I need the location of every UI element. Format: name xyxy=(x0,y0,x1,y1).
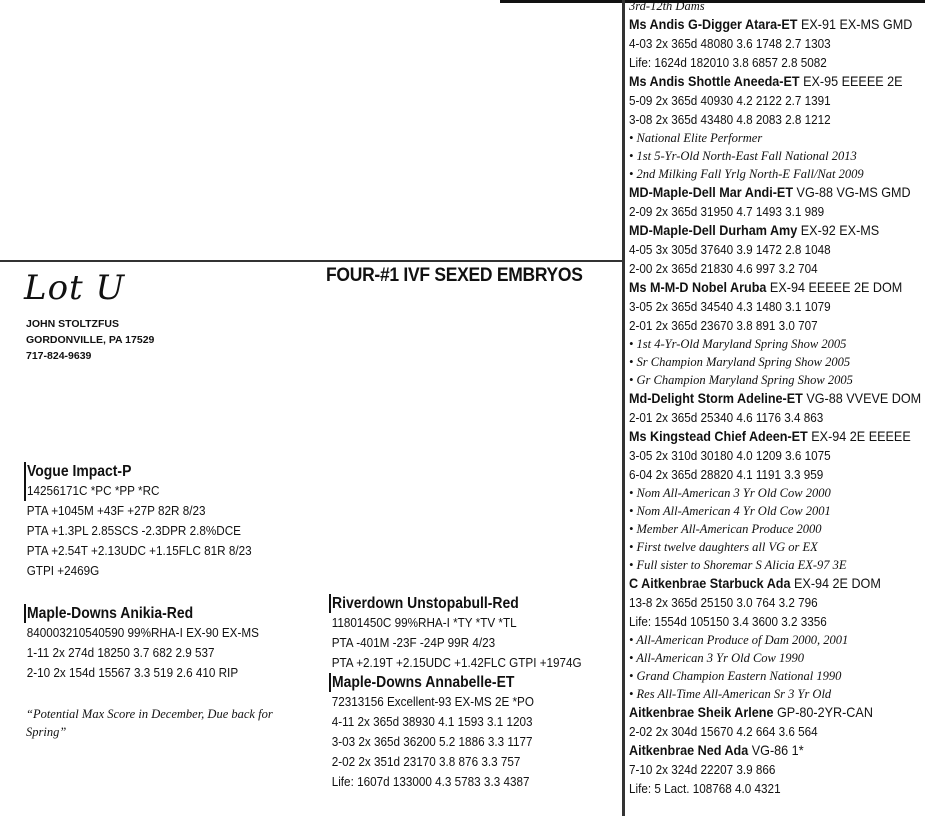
granddam-line: 2-02 2x 351d 23170 3.8 876 3.3 757 xyxy=(331,754,521,769)
dam-score: VG-88 VG-MS GMD xyxy=(796,184,911,200)
dam-record-line: 5-09 2x 365d 40930 4.2 2122 2.7 1391 xyxy=(629,93,831,108)
dam-score: EX-94 2E DOM xyxy=(794,575,881,591)
dam-name: Md-Delight Storm Adeline-ET xyxy=(629,390,803,406)
mgs-block xyxy=(329,594,610,792)
award-text: Grand Champion Eastern National 1990 xyxy=(636,669,842,683)
dam-score: EX-94 2E EEEEE xyxy=(811,428,911,444)
award-text: Gr Champion Maryland Spring Show 2005 xyxy=(636,373,853,387)
dam-award-note xyxy=(629,520,925,538)
dam-award-note xyxy=(629,556,925,574)
award-text: Res All-Time All-American Sr 3 Yr Old xyxy=(636,687,832,701)
dam-record-line: 3-05 2x 310d 30180 4.0 1209 3.6 1075 xyxy=(629,448,831,463)
award-text: 2nd Milking Fall Yrlg North-E Fall/Nat 2009 xyxy=(636,167,864,181)
dam-score: EX-95 EEEEE 2E xyxy=(803,73,903,89)
dam-record-line: 7-10 2x 324d 22207 3.9 866 xyxy=(629,762,776,777)
dam-entry-name xyxy=(629,221,895,240)
bullet-icon: • xyxy=(629,558,637,572)
dam-record-line: 6-04 2x 365d 28820 4.1 1191 3.3 959 xyxy=(629,467,824,482)
dam-score: EX-92 EX-MS xyxy=(800,222,880,238)
dam-name: Ms Andis G-Digger Atara-ET xyxy=(629,16,798,32)
dam-award-note xyxy=(629,538,925,556)
dam-score: VG-88 VVEVE DOM xyxy=(806,390,922,406)
dam-record-line: 2-00 2x 365d 21830 4.6 997 3.2 704 xyxy=(629,261,818,276)
award-text: Nom All-American 4 Yr Old Cow 2001 xyxy=(636,504,831,518)
dam-record-line: 3-08 2x 365d 43480 4.8 2083 2.8 1212 xyxy=(629,112,831,127)
dam-line: 840003210540590 99%RHA-I EX-90 EX-MS xyxy=(26,625,259,640)
sire-line: GTPI +2469G xyxy=(26,563,100,578)
bullet-icon: • xyxy=(629,337,637,351)
section-divider xyxy=(0,260,622,262)
dam-award-note xyxy=(629,685,925,703)
dams-column xyxy=(629,0,925,798)
dam-award-note xyxy=(629,147,925,165)
bullet-icon: • xyxy=(629,504,637,518)
mgs-line: PTA -401M -23F -24P 99R 4/23 xyxy=(331,635,496,650)
bullet-icon: • xyxy=(629,355,637,369)
dam-award-note xyxy=(629,371,925,389)
dam-award-note xyxy=(629,484,925,502)
dam-name: Aitkenbrae Ned Ada xyxy=(629,742,749,758)
bullet-icon: • xyxy=(629,669,637,683)
award-text: All-American 3 Yr Old Cow 1990 xyxy=(636,651,804,665)
bullet-icon: • xyxy=(629,651,637,665)
dam-record-line: 13-8 2x 365d 25150 3.0 764 3.2 796 xyxy=(629,595,818,610)
lot-headline: FOUR-#1 IVF SEXED EMBRYOS xyxy=(326,265,583,286)
dam-name: Aitkenbrae Sheik Arlene xyxy=(629,704,774,720)
award-text: Nom All-American 3 Yr Old Cow 2000 xyxy=(636,486,831,500)
lot-note: “Potential Max Score in December, Due back for Spring” xyxy=(26,707,273,739)
dam-entry-name xyxy=(629,389,922,408)
dam-name: Maple-Downs Anikia-Red xyxy=(27,605,194,622)
bullet-icon: • xyxy=(629,687,637,701)
dam-record-line: 2-02 2x 304d 15670 4.2 664 3.6 564 xyxy=(629,724,818,739)
dam-award-note xyxy=(629,502,925,520)
mgs-line: 11801450C 99%RHA-I *TY *TV *TL xyxy=(331,615,517,630)
granddam-line: 72313156 Excellent-93 EX-MS 2E *PO xyxy=(331,694,534,709)
dam-name: MD-Maple-Dell Durham Amy xyxy=(629,222,798,238)
dam-record-line: Life: 5 Lact. 108768 4.0 4321 xyxy=(629,781,781,796)
sire-line: PTA +2.54T +2.13UDC +1.15FLC 81R 8/23 xyxy=(26,543,252,558)
breeder-phone: 717-824-9639 xyxy=(26,350,92,362)
mgs-name: Riverdown Unstopabull-Red xyxy=(332,595,519,612)
lot-title: Lot U xyxy=(24,268,126,308)
dam-entry-name xyxy=(629,427,911,446)
dam-name: Ms Andis Shottle Aneeda-ET xyxy=(629,73,800,89)
dam-line: 2-10 2x 154d 15567 3.3 519 2.6 410 RIP xyxy=(26,665,239,680)
dam-award-note xyxy=(629,649,925,667)
award-text: National Elite Performer xyxy=(636,131,763,145)
dam-entry-name xyxy=(629,72,903,91)
bullet-icon: • xyxy=(629,131,637,145)
dam-entry-name xyxy=(629,15,913,34)
granddam-line: 3-03 2x 365d 36200 5.2 1886 3.3 1177 xyxy=(331,734,533,749)
dam-record-line: 4-03 2x 365d 48080 3.6 1748 2.7 1303 xyxy=(629,36,831,51)
bullet-icon: • xyxy=(629,373,637,387)
dam-entry-name xyxy=(629,278,903,297)
dams-header: 3rd-12th Dams xyxy=(629,0,705,13)
dam-record-line: 2-01 2x 365d 23670 3.8 891 3.0 707 xyxy=(629,318,818,333)
dam-record-line: Life: 1554d 105150 3.4 3600 3.2 3356 xyxy=(629,614,827,629)
sire-line: 14256171C *PC *PP *RC xyxy=(27,483,160,498)
dam-entry-name xyxy=(629,183,911,202)
dam-name: MD-Maple-Dell Mar Andi-ET xyxy=(629,184,794,200)
sire-name: Vogue Impact-P xyxy=(27,463,132,480)
bullet-icon: • xyxy=(629,149,637,163)
dam-entry-name xyxy=(629,703,895,722)
award-text: 1st 5-Yr-Old North-East Fall National 2013 xyxy=(636,149,857,163)
granddam-name: Maple-Downs Annabelle-ET xyxy=(332,674,515,691)
dam-award-note xyxy=(629,631,925,649)
mgs-line: PTA +2.19T +2.15UDC +1.42FLC GTPI +1974G xyxy=(331,655,582,670)
award-text: 1st 4-Yr-Old Maryland Spring Show 2005 xyxy=(636,337,847,351)
dam-award-note xyxy=(629,129,925,147)
bullet-icon: • xyxy=(629,540,637,554)
dam-name: Ms Kingstead Chief Adeen-ET xyxy=(629,428,808,444)
dam-line: 1-11 2x 274d 18250 3.7 682 2.9 537 xyxy=(26,645,215,660)
dam-name: C Aitkenbrae Starbuck Ada xyxy=(629,575,791,591)
bullet-icon: • xyxy=(629,522,637,536)
bullet-icon: • xyxy=(629,633,637,647)
bullet-icon: • xyxy=(629,167,637,181)
granddam-line: Life: 1607d 133000 4.3 5783 3.3 4387 xyxy=(331,774,530,789)
bullet-icon: • xyxy=(629,486,637,500)
breeder-name: JOHN STOLTZFUS xyxy=(26,318,119,330)
dam-entry-name xyxy=(629,574,895,593)
award-text: All-American Produce of Dam 2000, 2001 xyxy=(636,633,849,647)
dam-name: Ms M-M-D Nobel Aruba xyxy=(629,279,767,295)
dam-record-line: 2-01 2x 365d 25340 4.6 1176 3.4 863 xyxy=(629,410,824,425)
award-text: Full sister to Shoremar S Alicia EX-97 3E xyxy=(636,558,847,572)
dam-award-note xyxy=(629,165,925,183)
dam-record-line: 3-05 2x 365d 34540 4.3 1480 3.1 1079 xyxy=(629,299,831,314)
dams-list xyxy=(629,15,925,798)
dam-entry-name xyxy=(629,741,895,760)
dam-block xyxy=(24,604,285,683)
breeder-city: GORDONVILLE, PA 17529 xyxy=(26,334,155,346)
granddam-line: 4-11 2x 365d 38930 4.1 1593 3.1 1203 xyxy=(331,714,533,729)
dam-award-note xyxy=(629,353,925,371)
dam-award-note xyxy=(629,335,925,353)
breeder-info xyxy=(26,316,154,364)
sire-line: PTA +1045M +43F +27P 82R 8/23 xyxy=(26,503,206,518)
dam-record-line: Life: 1624d 182010 3.8 6857 2.8 5082 xyxy=(629,55,827,70)
dam-score: EX-91 EX-MS GMD xyxy=(800,16,913,32)
sire-line: PTA +1.3PL 2.85SCS -2.3DPR 2.8%DCE xyxy=(26,523,241,538)
sire-block xyxy=(24,462,277,581)
dam-record-line: 2-09 2x 365d 31950 4.7 1493 3.1 989 xyxy=(629,204,825,219)
dam-score: EX-94 EEEEE 2E DOM xyxy=(769,279,903,295)
award-text: Member All-American Produce 2000 xyxy=(636,522,822,536)
award-text: First twelve daughters all VG or EX xyxy=(636,540,818,554)
dam-record-line: 4-05 3x 305d 37640 3.9 1472 2.8 1048 xyxy=(629,242,831,257)
column-divider xyxy=(622,0,625,816)
award-text: Sr Champion Maryland Spring Show 2005 xyxy=(636,355,851,369)
dam-award-note xyxy=(629,667,925,685)
dam-score: GP-80-2YR-CAN xyxy=(776,704,873,720)
dam-score: VG-86 1* xyxy=(751,742,804,758)
